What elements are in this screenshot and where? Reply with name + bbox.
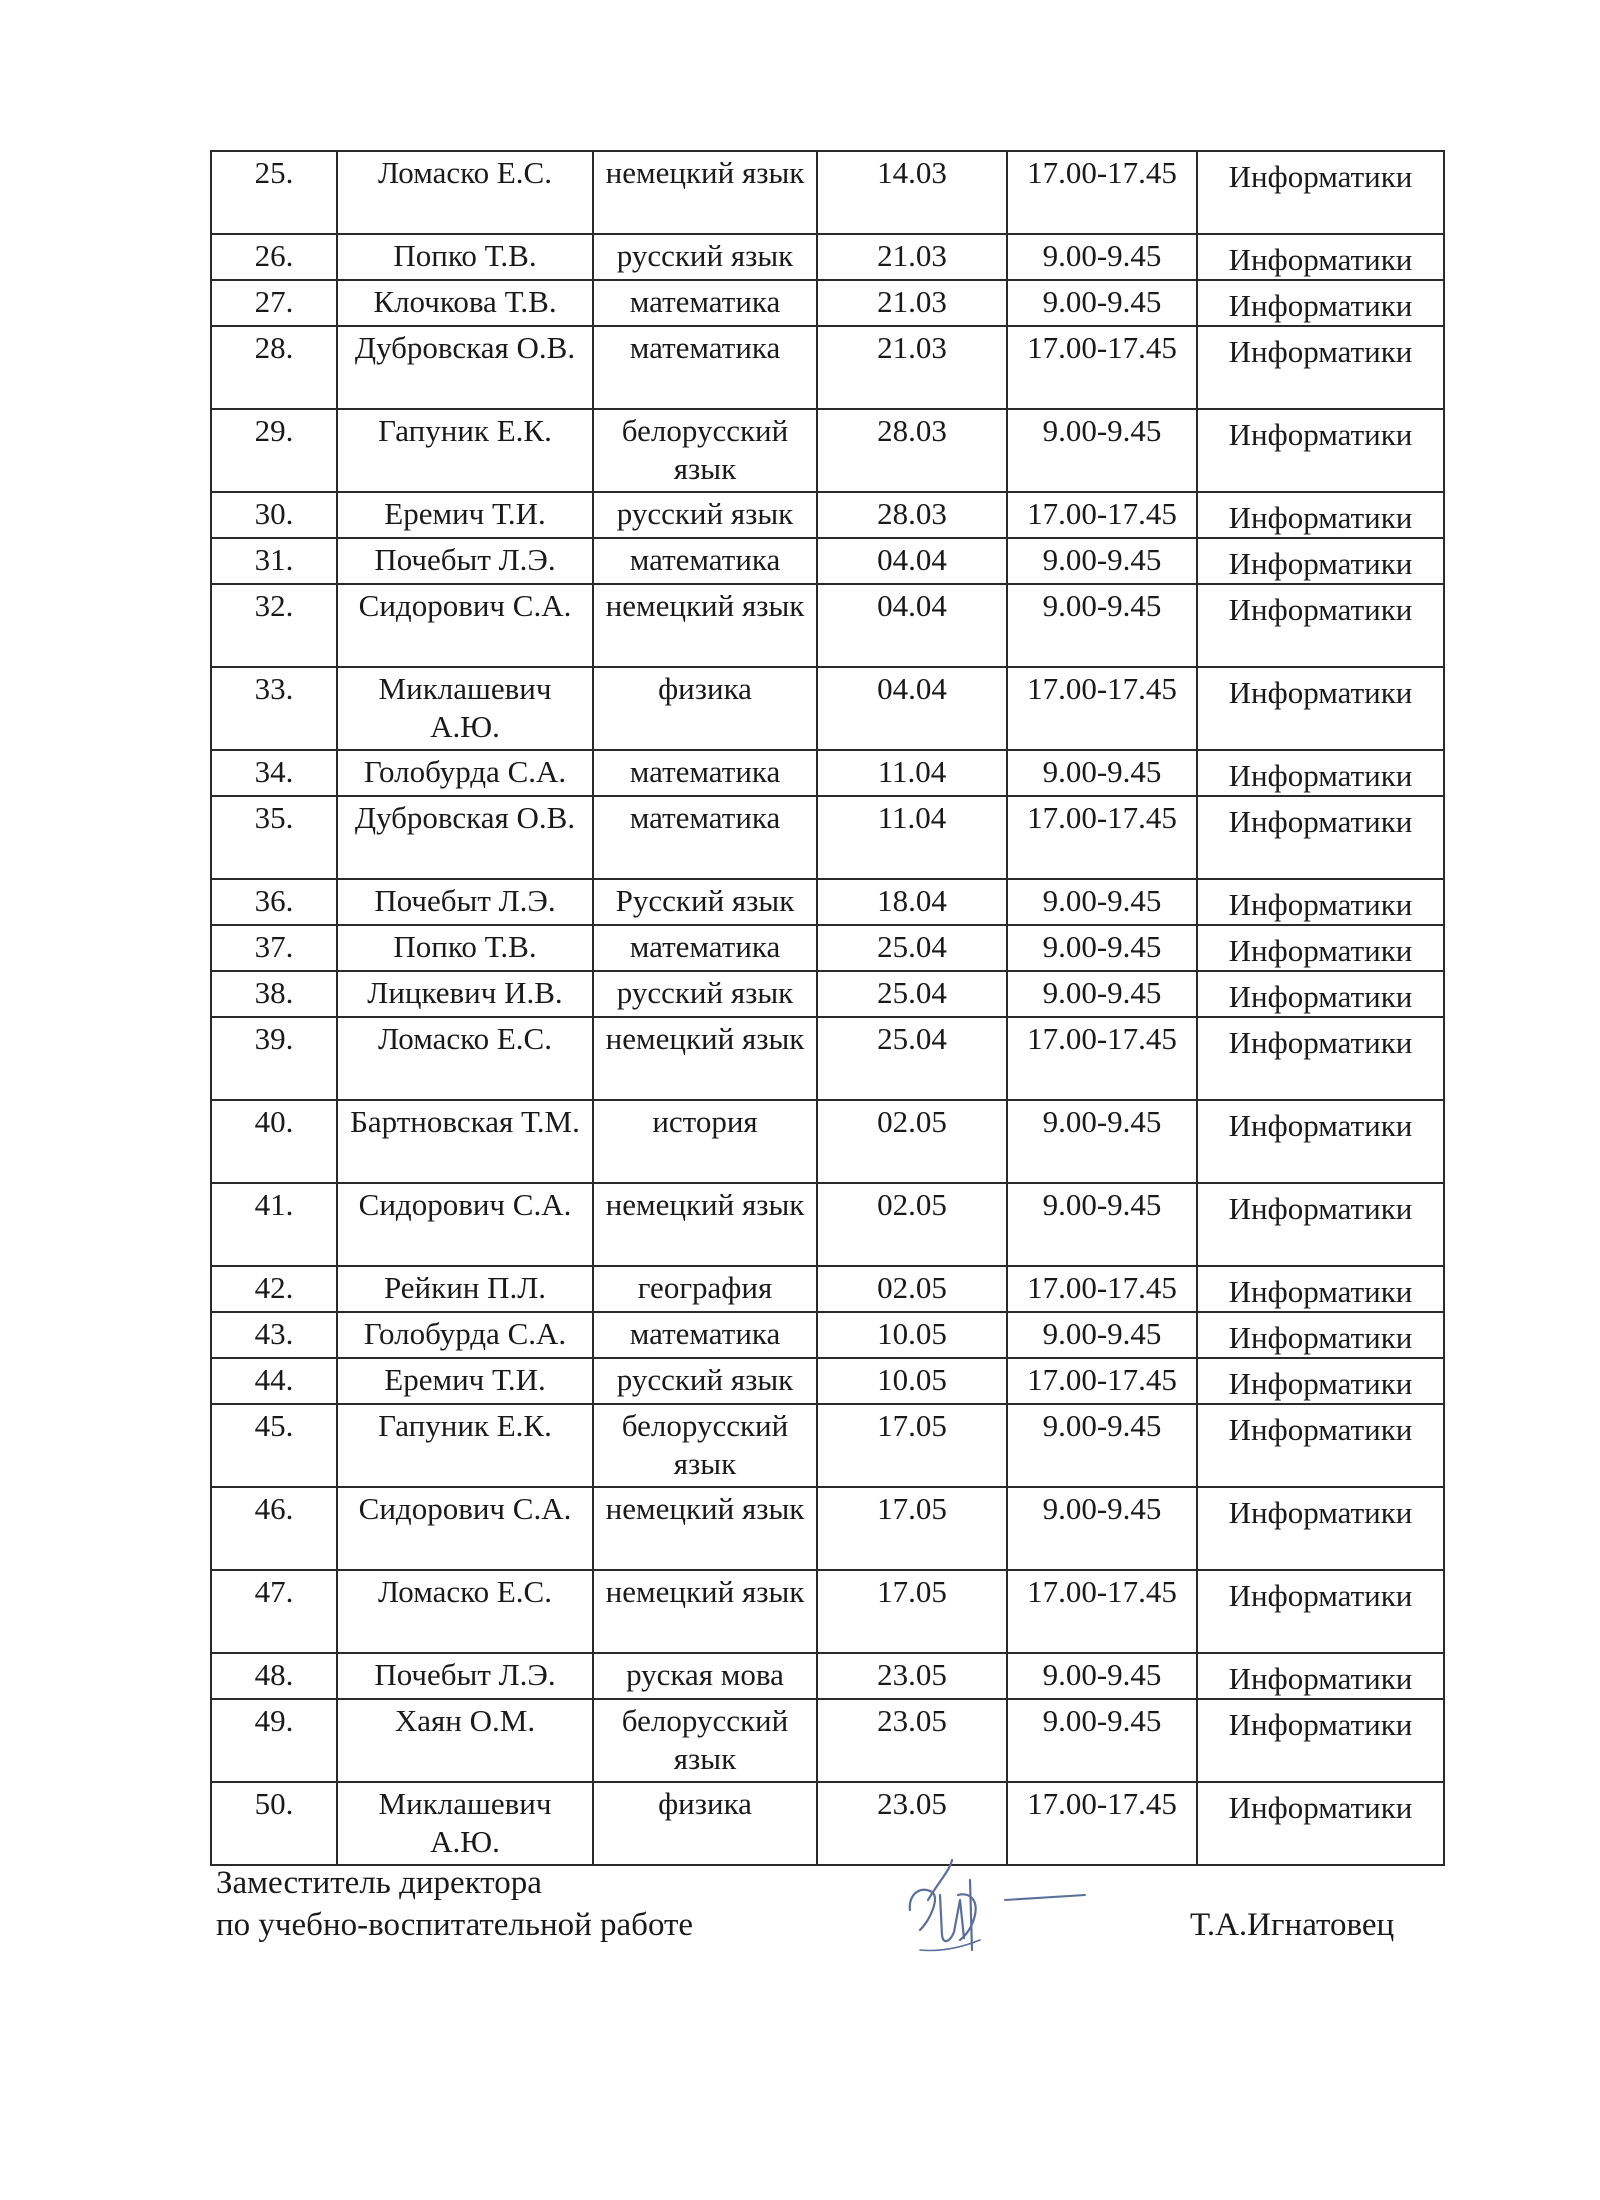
cell-time: 17.00-17.45	[1007, 151, 1197, 234]
cell-department: Информатики	[1197, 879, 1444, 925]
cell-subject: Русский язык	[593, 879, 817, 925]
cell-date: 02.05	[817, 1100, 1007, 1183]
cell-teacher-name: Хаян О.М.	[337, 1699, 593, 1782]
cell-time: 17.00-17.45	[1007, 1570, 1197, 1653]
cell-time: 17.00-17.45	[1007, 667, 1197, 750]
cell-department: Информатики	[1197, 1653, 1444, 1699]
cell-subject: математика	[593, 326, 817, 409]
cell-date: 17.05	[817, 1404, 1007, 1487]
cell-teacher-name: Клочкова Т.В.	[337, 280, 593, 326]
cell-row-number: 38.	[211, 971, 337, 1017]
cell-subject: математика	[593, 750, 817, 796]
table-row	[211, 1183, 1444, 1266]
cell-teacher-name: Почебыт Л.Э.	[337, 1653, 593, 1699]
cell-row-number: 33.	[211, 667, 337, 750]
cell-date: 04.04	[817, 538, 1007, 584]
table-row	[211, 971, 1444, 1017]
cell-row-number: 34.	[211, 750, 337, 796]
cell-subject: русский язык	[593, 971, 817, 1017]
cell-date: 25.04	[817, 971, 1007, 1017]
cell-teacher-name: Сидорович С.А.	[337, 1487, 593, 1570]
signatory-name: Т.А.Игнатовец	[1190, 1907, 1395, 1943]
cell-time: 9.00-9.45	[1007, 234, 1197, 280]
cell-time: 9.00-9.45	[1007, 1653, 1197, 1699]
cell-teacher-name: Рейкин П.Л.	[337, 1266, 593, 1312]
cell-subject: немецкий язык	[593, 151, 817, 234]
cell-subject: история	[593, 1100, 817, 1183]
table-body	[211, 151, 1444, 1865]
table-row	[211, 750, 1444, 796]
table-row	[211, 1404, 1444, 1487]
cell-time: 9.00-9.45	[1007, 1487, 1197, 1570]
table-row	[211, 1017, 1444, 1100]
table-row	[211, 796, 1444, 879]
cell-subject: белорусский язык	[593, 1404, 817, 1487]
table-row	[211, 584, 1444, 667]
table-row	[211, 151, 1444, 234]
cell-department: Информатики	[1197, 151, 1444, 234]
cell-date: 11.04	[817, 750, 1007, 796]
cell-teacher-name: Лицкевич И.В.	[337, 971, 593, 1017]
cell-time: 9.00-9.45	[1007, 538, 1197, 584]
cell-date: 02.05	[817, 1183, 1007, 1266]
cell-subject: география	[593, 1266, 817, 1312]
cell-row-number: 36.	[211, 879, 337, 925]
cell-time: 17.00-17.45	[1007, 1358, 1197, 1404]
cell-time: 17.00-17.45	[1007, 1266, 1197, 1312]
cell-row-number: 29.	[211, 409, 337, 492]
cell-row-number: 42.	[211, 1266, 337, 1312]
cell-row-number: 37.	[211, 925, 337, 971]
cell-teacher-name: Голобурда С.А.	[337, 1312, 593, 1358]
cell-date: 10.05	[817, 1358, 1007, 1404]
cell-row-number: 28.	[211, 326, 337, 409]
cell-date: 28.03	[817, 492, 1007, 538]
cell-row-number: 30.	[211, 492, 337, 538]
cell-row-number: 31.	[211, 538, 337, 584]
cell-department: Информатики	[1197, 925, 1444, 971]
cell-teacher-name: Дубровская О.В.	[337, 326, 593, 409]
table-row	[211, 280, 1444, 326]
schedule-table	[210, 150, 1445, 1866]
cell-teacher-name: Почебыт Л.Э.	[337, 538, 593, 584]
table-row	[211, 326, 1444, 409]
cell-date: 28.03	[817, 409, 1007, 492]
cell-teacher-name: Ломаско Е.С.	[337, 1570, 593, 1653]
table-row	[211, 925, 1444, 971]
cell-department: Информатики	[1197, 538, 1444, 584]
cell-row-number: 35.	[211, 796, 337, 879]
cell-date: 25.04	[817, 1017, 1007, 1100]
table-row	[211, 234, 1444, 280]
cell-teacher-name: Попко Т.В.	[337, 234, 593, 280]
cell-date: 10.05	[817, 1312, 1007, 1358]
table-row	[211, 1358, 1444, 1404]
cell-date: 11.04	[817, 796, 1007, 879]
cell-time: 17.00-17.45	[1007, 1017, 1197, 1100]
cell-row-number: 48.	[211, 1653, 337, 1699]
cell-row-number: 39.	[211, 1017, 337, 1100]
cell-subject: русский язык	[593, 492, 817, 538]
cell-department: Информатики	[1197, 492, 1444, 538]
cell-row-number: 49.	[211, 1699, 337, 1782]
cell-row-number: 25.	[211, 151, 337, 234]
table-row	[211, 1487, 1444, 1570]
cell-date: 21.03	[817, 280, 1007, 326]
cell-subject: белорусский язык	[593, 1699, 817, 1782]
cell-time: 9.00-9.45	[1007, 925, 1197, 971]
cell-teacher-name: Бартновская Т.М.	[337, 1100, 593, 1183]
cell-teacher-name: Гапуник Е.К.	[337, 409, 593, 492]
cell-teacher-name: Ломаско Е.С.	[337, 151, 593, 234]
cell-date: 04.04	[817, 584, 1007, 667]
cell-date: 21.03	[817, 234, 1007, 280]
cell-date: 17.05	[817, 1570, 1007, 1653]
cell-row-number: 27.	[211, 280, 337, 326]
table-row	[211, 538, 1444, 584]
table-row	[211, 1312, 1444, 1358]
cell-row-number: 46.	[211, 1487, 337, 1570]
cell-department: Информатики	[1197, 234, 1444, 280]
cell-time: 9.00-9.45	[1007, 280, 1197, 326]
cell-subject: немецкий язык	[593, 1183, 817, 1266]
cell-row-number: 50.	[211, 1782, 337, 1865]
cell-row-number: 32.	[211, 584, 337, 667]
cell-date: 21.03	[817, 326, 1007, 409]
cell-date: 18.04	[817, 879, 1007, 925]
cell-department: Информатики	[1197, 796, 1444, 879]
cell-time: 9.00-9.45	[1007, 750, 1197, 796]
cell-time: 9.00-9.45	[1007, 1100, 1197, 1183]
table-row	[211, 1699, 1444, 1782]
cell-department: Информатики	[1197, 1570, 1444, 1653]
cell-date: 23.05	[817, 1653, 1007, 1699]
cell-subject: русский язык	[593, 1358, 817, 1404]
cell-department: Информатики	[1197, 1487, 1444, 1570]
cell-department: Информатики	[1197, 1782, 1444, 1865]
table-row	[211, 1570, 1444, 1653]
signatory-position-line-2: по учебно-воспитательной работе	[216, 1907, 694, 1943]
cell-row-number: 40.	[211, 1100, 337, 1183]
cell-subject: физика	[593, 1782, 817, 1865]
cell-teacher-name: Сидорович С.А.	[337, 584, 593, 667]
cell-time: 9.00-9.45	[1007, 1183, 1197, 1266]
table-row	[211, 1266, 1444, 1312]
cell-subject: физика	[593, 667, 817, 750]
cell-row-number: 41.	[211, 1183, 337, 1266]
cell-row-number: 43.	[211, 1312, 337, 1358]
cell-department: Информатики	[1197, 1017, 1444, 1100]
table-row	[211, 492, 1444, 538]
cell-department: Информатики	[1197, 667, 1444, 750]
cell-department: Информатики	[1197, 1404, 1444, 1487]
cell-row-number: 47.	[211, 1570, 337, 1653]
cell-date: 04.04	[817, 667, 1007, 750]
cell-teacher-name: Попко Т.В.	[337, 925, 593, 971]
cell-row-number: 26.	[211, 234, 337, 280]
cell-teacher-name: Миклашевич А.Ю.	[337, 667, 593, 750]
cell-department: Информатики	[1197, 750, 1444, 796]
cell-teacher-name: Сидорович С.А.	[337, 1183, 593, 1266]
table-row	[211, 667, 1444, 750]
cell-time: 9.00-9.45	[1007, 584, 1197, 667]
cell-department: Информатики	[1197, 1699, 1444, 1782]
cell-department: Информатики	[1197, 1358, 1444, 1404]
cell-date: 14.03	[817, 151, 1007, 234]
cell-subject: белорусский язык	[593, 409, 817, 492]
cell-row-number: 45.	[211, 1404, 337, 1487]
cell-teacher-name: Дубровская О.В.	[337, 796, 593, 879]
cell-date: 25.04	[817, 925, 1007, 971]
cell-time: 17.00-17.45	[1007, 1782, 1197, 1865]
cell-subject: математика	[593, 925, 817, 971]
cell-date: 17.05	[817, 1487, 1007, 1570]
table-row	[211, 409, 1444, 492]
cell-time: 17.00-17.45	[1007, 326, 1197, 409]
cell-teacher-name: Ломаско Е.С.	[337, 1017, 593, 1100]
cell-teacher-name: Голобурда С.А.	[337, 750, 593, 796]
cell-time: 9.00-9.45	[1007, 409, 1197, 492]
cell-department: Информатики	[1197, 280, 1444, 326]
cell-subject: математика	[593, 796, 817, 879]
cell-subject: немецкий язык	[593, 1570, 817, 1653]
cell-time: 17.00-17.45	[1007, 796, 1197, 879]
cell-department: Информатики	[1197, 326, 1444, 409]
cell-time: 9.00-9.45	[1007, 879, 1197, 925]
cell-time: 17.00-17.45	[1007, 492, 1197, 538]
cell-time: 9.00-9.45	[1007, 971, 1197, 1017]
cell-teacher-name: Еремич Т.И.	[337, 492, 593, 538]
cell-teacher-name: Еремич Т.И.	[337, 1358, 593, 1404]
cell-department: Информатики	[1197, 1266, 1444, 1312]
cell-subject: немецкий язык	[593, 1487, 817, 1570]
cell-subject: немецкий язык	[593, 584, 817, 667]
cell-date: 23.05	[817, 1782, 1007, 1865]
cell-subject: математика	[593, 1312, 817, 1358]
cell-department: Информатики	[1197, 409, 1444, 492]
cell-date: 02.05	[817, 1266, 1007, 1312]
cell-subject: немецкий язык	[593, 1017, 817, 1100]
cell-teacher-name: Миклашевич А.Ю.	[337, 1782, 593, 1865]
cell-department: Информатики	[1197, 1312, 1444, 1358]
cell-subject: математика	[593, 538, 817, 584]
cell-teacher-name: Почебыт Л.Э.	[337, 879, 593, 925]
cell-subject: русский язык	[593, 234, 817, 280]
table-row	[211, 1100, 1444, 1183]
cell-row-number: 44.	[211, 1358, 337, 1404]
table-row	[211, 1782, 1444, 1865]
cell-date: 23.05	[817, 1699, 1007, 1782]
cell-subject: руская мова	[593, 1653, 817, 1699]
signature-icon	[880, 1840, 1100, 1970]
cell-time: 9.00-9.45	[1007, 1312, 1197, 1358]
cell-time: 9.00-9.45	[1007, 1404, 1197, 1487]
signatory-position-line-1: Заместитель директора	[216, 1865, 542, 1901]
cell-department: Информатики	[1197, 584, 1444, 667]
cell-subject: математика	[593, 280, 817, 326]
cell-time: 9.00-9.45	[1007, 1699, 1197, 1782]
cell-department: Информатики	[1197, 971, 1444, 1017]
cell-department: Информатики	[1197, 1100, 1444, 1183]
table-row	[211, 879, 1444, 925]
cell-department: Информатики	[1197, 1183, 1444, 1266]
cell-teacher-name: Гапуник Е.К.	[337, 1404, 593, 1487]
table-row	[211, 1653, 1444, 1699]
